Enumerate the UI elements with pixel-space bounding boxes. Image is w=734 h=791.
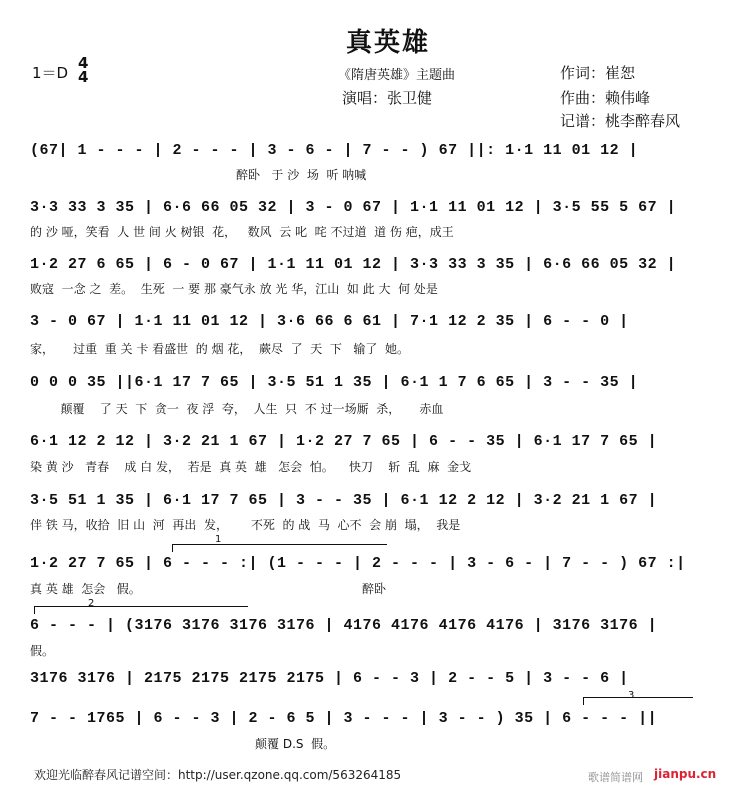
volta-label-2: 2 <box>88 598 95 609</box>
staff-line-7: 3·5 51 1 35 | 6·1 17 7 65 | 3 - - 35 | 6·1 12 2 12 | 3·2 21 1 67 | <box>30 492 658 509</box>
watermark-domain: jianpu.cn <box>654 767 717 781</box>
volta-bracket-2 <box>34 606 248 607</box>
lyric-line-4: 家， 过重 重 关 卡 看盛世 的 烟 花， 蕨尽 了 天 下 输了 她。 <box>30 342 409 356</box>
volta-label-1: 1 <box>215 534 222 545</box>
staff-line-6: 6·1 12 2 12 | 3·2 21 1 67 | 1·2 27 7 65 | 6 - - 35 | 6·1 17 7 65 | <box>30 433 658 450</box>
volta-bracket-3 <box>583 697 693 698</box>
footer-note: 欢迎光临醉春风记谱空间：http://user.qzone.qq.com/563264185 <box>34 768 402 782</box>
lyric-line-11: 颠覆 D.S 假。 <box>30 737 336 751</box>
watermark-site: 歌谱简谱网 <box>588 771 643 784</box>
lyric-line-2: 的 沙 哑，笑看 人 世 间 火 树银 花， 数风 云 叱 咤 不过道 道 伤 疤，成王 <box>30 225 454 239</box>
time-sig-top: 4 <box>78 54 89 72</box>
composer: 作曲：赖伟峰 <box>560 89 651 107</box>
lyric-line-7: 伴 铁 马，收拾 旧 山 河 再出 发， 不死 的 战 马 心不 会 崩 塌， 我是 <box>30 518 461 532</box>
staff-line-3: 1·2 27 6 65 | 6 - 0 67 | 1·1 11 01 12 | 3·3 33 3 35 | 6·6 66 05 32 | <box>30 256 677 273</box>
key-signature: 1＝D <box>32 64 69 82</box>
staff-line-5: 0 0 0 35 ||6·1 17 7 65 | 3·5 51 1 35 | 6·1 1 7 6 65 | 3 - - 35 | <box>30 374 639 391</box>
staff-line-8: 1·2 27 7 65 | 6 - - - :| (1 - - - | 2 - - - | 3 - 6 - | 7 - - ) 67 :| <box>30 555 686 572</box>
time-sig-bottom: 4 <box>78 68 89 86</box>
lyric-line-3: 败寇 一念 之 差。 生死 一 要 那 豪气永 放 光 华，江山 如 此 大 何 处是 <box>30 282 438 296</box>
staff-line-1: (67| 1 - - - | 2 - - - | 3 - 6 - | 7 - - ) 67 ||: 1·1 11 01 12 | <box>30 142 639 159</box>
volta-bracket-1 <box>172 544 387 545</box>
time-signature <box>78 56 88 84</box>
subtitle: 《隋唐英雄》主题曲 <box>338 68 456 83</box>
transcriber: 记谱：桃李醉春风 <box>560 112 681 130</box>
lyric-line-8: 真 英 雄 怎会 假。 醉卧 <box>30 582 386 596</box>
lyric-line-9: 假。 <box>30 644 55 658</box>
lyric-line-1: 醉卧 于 沙 场 听 呐喊 <box>30 168 367 182</box>
singer: 演唱：张卫健 <box>342 89 433 107</box>
staff-line-4: 3 - 0 67 | 1·1 11 01 12 | 3·6 66 6 61 | 7·1 12 2 35 | 6 - - 0 | <box>30 313 629 330</box>
volta-label-3: 3 <box>628 690 635 701</box>
volta-tick-2 <box>34 606 35 614</box>
lyric-line-5: 颠覆 了 天 下 贪一 夜 浮 夸， 人生 只 不 过一场厮 杀， 赤血 <box>30 402 444 416</box>
volta-tick-3 <box>583 697 584 705</box>
volta-tick-1 <box>172 544 173 552</box>
staff-line-11: 7 - - 1765 | 6 - - 3 | 2 - 6 5 | 3 - - - | 3 - - ) 35 | 6 - - - || <box>30 710 658 727</box>
staff-line-9: 6 - - - | (3176 3176 3176 3176 | 4176 4176 4176 4176 | 3176 3176 | <box>30 617 658 634</box>
song-title: 真英雄 <box>346 28 431 58</box>
lyric-line-6: 染 黄 沙 青春 成 白 发， 若是 真 英 雄 怎会 怕。 快刀 斩 乱 麻 金戈 <box>30 460 472 474</box>
staff-line-2: 3·3 33 3 35 | 6·6 66 05 32 | 3 - 0 67 | 1·1 11 01 12 | 3·5 55 5 67 | <box>30 199 677 216</box>
lyricist: 作词：崔恕 <box>560 64 636 82</box>
staff-line-10: 3176 3176 | 2175 2175 2175 2175 | 6 - - 3 | 2 - - 5 | 3 - - 6 | <box>30 670 629 687</box>
